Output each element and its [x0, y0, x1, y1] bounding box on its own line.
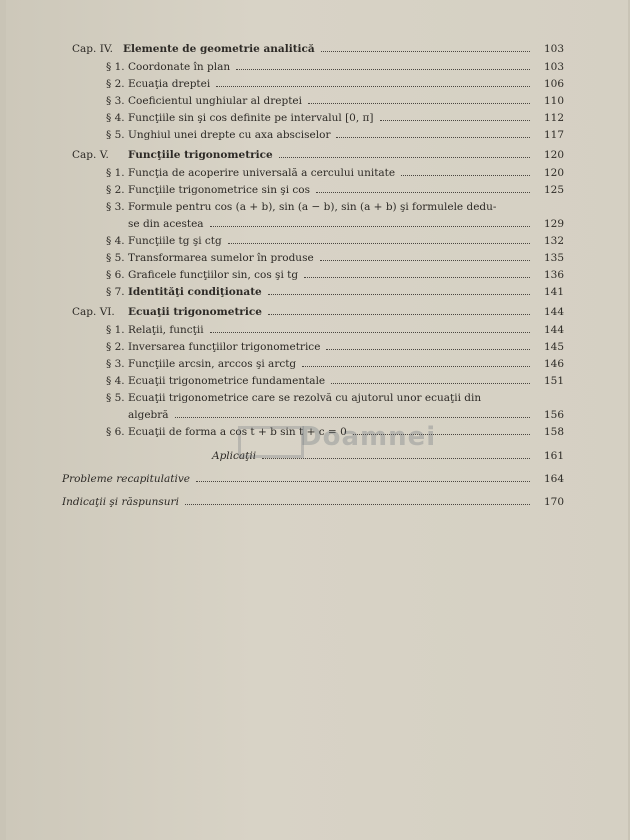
toc-entry-title: Funcţiile trigonometrice — [128, 149, 273, 161]
toc-entry-title: Identităţi condiţionate — [128, 286, 262, 298]
toc-dot-leader — [331, 383, 530, 384]
toc-dot-leader — [279, 157, 530, 158]
toc-page-number: 158 — [543, 426, 564, 438]
toc-entry-row — [0, 355, 630, 373]
toc-dot-leader — [175, 417, 530, 418]
toc-page-number: 145 — [543, 341, 564, 353]
toc-entry-number: § 1. — [106, 167, 125, 179]
toc-page-number: 144 — [543, 324, 564, 336]
toc-page-number: 110 — [543, 95, 564, 107]
toc-chapter-row — [0, 303, 630, 321]
toc-entry-title: Probleme recapitulative — [62, 473, 190, 485]
toc-entry-number: § 4. — [106, 235, 125, 247]
toc-entry-row — [0, 321, 630, 339]
toc-page-number: 117 — [543, 129, 564, 141]
toc-entry-title: Aplicaţii — [212, 450, 257, 462]
toc-page-number: 103 — [543, 61, 564, 73]
toc-page-number: 136 — [543, 269, 564, 281]
toc-entry-title: Coordonate în plan — [128, 61, 231, 73]
toc-page-number: 106 — [543, 78, 564, 90]
toc-entry-row — [0, 92, 630, 110]
toc-entry-title: Relaţii, funcţii — [128, 324, 204, 336]
toc-entry-row — [0, 164, 630, 182]
toc-entry-row — [0, 109, 630, 127]
toc-entry-row — [0, 249, 630, 267]
toc-entry-title: Funcţiile sin şi cos definite pe intervalul [0, π] — [128, 112, 374, 124]
toc-dot-leader — [210, 226, 530, 227]
toc-dot-leader — [210, 332, 530, 333]
toc-entry-row — [0, 75, 630, 93]
toc-dot-leader — [268, 314, 530, 315]
toc-entry-title: Funcţiile trigonometrice sin şi cos — [128, 184, 310, 196]
toc-entry-row — [0, 338, 630, 356]
watermark-box-icon — [238, 426, 304, 458]
toc-entry-row — [0, 181, 630, 199]
toc-dot-leader — [262, 458, 530, 459]
toc-entry-title: Formule pentru cos (a + b), sin (a − b), sin (a + b) şi formulele dedu- — [128, 201, 497, 213]
toc-entry-title: Ecuaţii trigonometrice fundamentale — [128, 375, 326, 387]
toc-entry-title: Ecuaţia dreptei — [128, 78, 211, 90]
toc-entry-number: § 1. — [106, 324, 125, 336]
toc-entry-row — [0, 126, 630, 144]
toc-dot-leader — [185, 504, 530, 505]
toc-entry-number: § 3. — [106, 201, 125, 213]
toc-entry-title: algebră — [128, 409, 169, 421]
toc-page-number: 146 — [543, 358, 564, 370]
toc-entry-title: se din acestea — [128, 218, 204, 230]
toc-entry-number: § 1. — [106, 61, 125, 73]
toc-dot-leader — [302, 366, 530, 367]
toc-entry-row — [0, 198, 630, 216]
toc-entry-number: § 6. — [106, 269, 125, 281]
toc-entry-title: Funcţiile tg şi ctg — [128, 235, 222, 247]
toc-page-number: 161 — [543, 450, 564, 462]
toc-entry-row — [0, 372, 630, 390]
toc-dot-leader — [401, 175, 530, 176]
toc-entry-row — [0, 283, 630, 301]
toc-entry-row — [0, 58, 630, 76]
toc-page-number: 120 — [543, 167, 564, 179]
toc-page-number: 144 — [543, 306, 564, 318]
toc-entry-number: § 7. — [106, 286, 125, 298]
toc-entry-number: § 3. — [106, 358, 125, 370]
toc-entry-number: Cap. VI. — [72, 306, 115, 318]
toc-page-number: 129 — [543, 218, 564, 230]
toc-entry-title: Graficele funcţiilor sin, cos şi tg — [128, 269, 299, 281]
toc-entry-title: Transformarea sumelor în produse — [128, 252, 314, 264]
toc-entry-number: § 6. — [106, 426, 125, 438]
toc-dot-leader — [308, 103, 530, 104]
toc-page-number: 120 — [543, 149, 564, 161]
toc-entry-title: Elemente de geometrie analitică — [123, 43, 315, 55]
toc-dot-leader — [321, 51, 530, 52]
toc-dot-leader — [228, 243, 530, 244]
toc-chapter-row — [0, 146, 630, 164]
toc-dot-leader — [316, 192, 530, 193]
toc-entry-number: § 5. — [106, 392, 125, 404]
toc-dot-leader — [216, 86, 530, 87]
toc-dot-leader — [236, 69, 530, 70]
toc-entry-row — [0, 389, 630, 407]
watermark — [238, 420, 437, 456]
toc-page-number: 164 — [543, 473, 564, 485]
toc-entry-title: Inversarea funcţiilor trigonometrice — [128, 341, 321, 353]
toc-entry-number: Cap. IV. — [72, 43, 113, 55]
toc-dot-leader — [268, 294, 530, 295]
toc-entry-row — [0, 266, 630, 284]
toc-entry-number: § 5. — [106, 252, 125, 264]
toc-page-number: 135 — [543, 252, 564, 264]
toc-dot-leader — [304, 277, 530, 278]
toc-page-number: 125 — [543, 184, 564, 196]
toc-entry-title: Unghiul unei drepte cu axa absciselor — [128, 129, 331, 141]
toc-page-number: 170 — [543, 496, 564, 508]
toc-entry-title: Ecuaţii trigonometrice — [128, 306, 262, 318]
toc-page-number: 132 — [543, 235, 564, 247]
toc-page-number: 156 — [543, 409, 564, 421]
toc-page-number: 151 — [543, 375, 564, 387]
toc-dot-leader — [326, 349, 530, 350]
toc-entry-row — [0, 493, 630, 511]
toc-entry-number: Cap. V. — [72, 149, 109, 161]
toc-entry-title: Indicaţii şi răspunsuri — [62, 496, 179, 508]
toc-entry-number: § 5. — [106, 129, 125, 141]
toc-entry-row — [0, 232, 630, 250]
toc-page-number: 112 — [543, 112, 564, 124]
toc-entry-number: § 4. — [106, 375, 125, 387]
toc-entry-row — [0, 215, 630, 233]
toc-entry-title: Funcţia de acoperire universală a cercului unitate — [128, 167, 396, 179]
toc-page-number: 103 — [543, 43, 564, 55]
toc-dot-leader — [196, 481, 530, 482]
toc-entry-number: § 4. — [106, 112, 125, 124]
toc-entry-number: § 3. — [106, 95, 125, 107]
toc-entry-title: Funcţiile arcsin, arccos şi arctg — [128, 358, 297, 370]
toc-dot-leader — [336, 137, 530, 138]
toc-dot-leader — [380, 120, 530, 121]
toc-page-number: 141 — [543, 286, 564, 298]
toc-entry-title: Ecuaţii trigonometrice care se rezolvă cu ajutorul unor ecuaţii din — [128, 392, 482, 404]
toc-dot-leader — [320, 260, 530, 261]
toc-entry-number: § 2. — [106, 184, 125, 196]
toc-entry-title: Ecuaţii de forma a cos t + b sin t + c = 0 — [128, 426, 347, 438]
toc-entry-row — [0, 470, 630, 488]
toc-entry-number: § 2. — [106, 78, 125, 90]
toc-entry-number: § 2. — [106, 341, 125, 353]
toc-chapter-row — [0, 40, 630, 58]
toc-entry-title: Coeficientul unghiular al dreptei — [128, 95, 302, 107]
watermark-text: Doamnei — [300, 422, 437, 452]
